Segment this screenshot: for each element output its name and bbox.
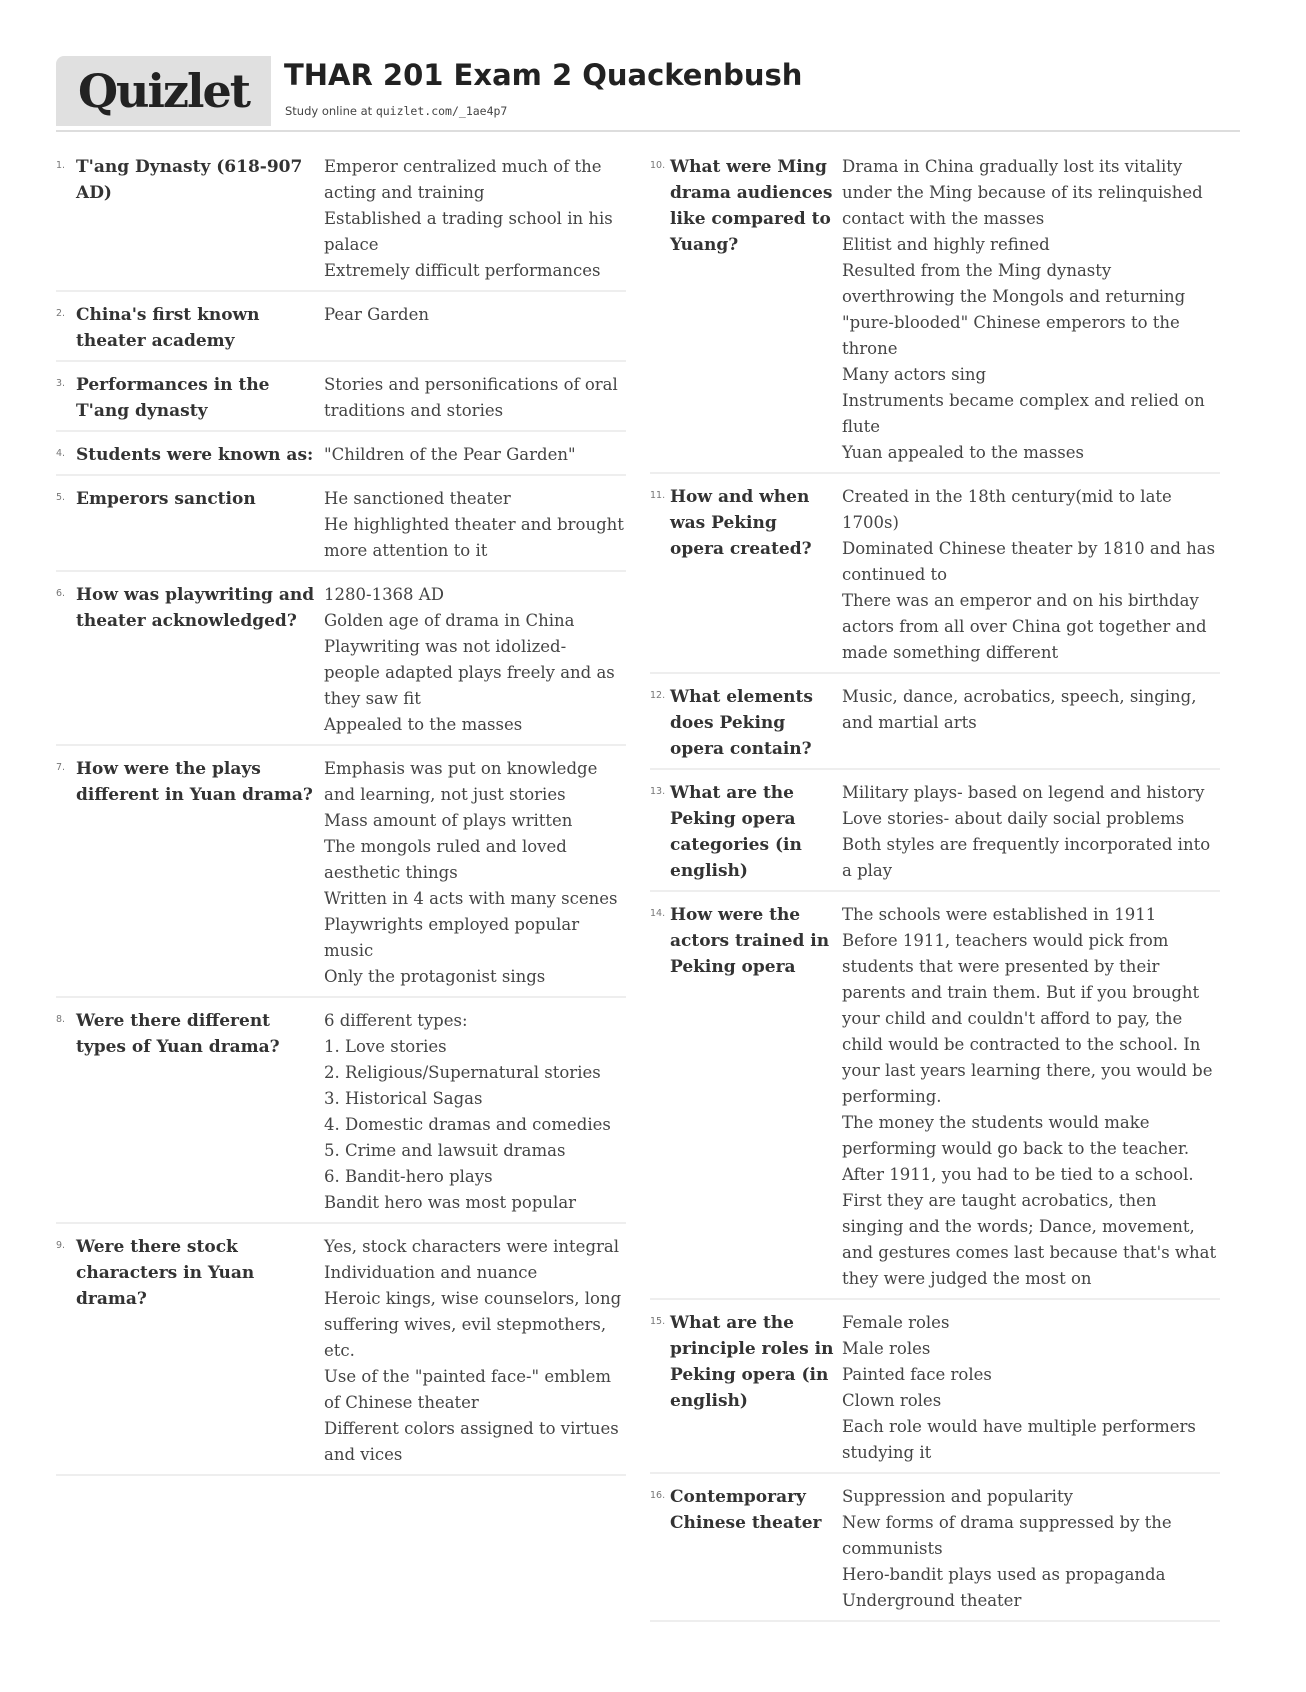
definition-line: Use of the "painted face-" emblem of Chinese theater (324, 1367, 617, 1412)
definition-line: Each role would have multiple performers studying it (842, 1417, 1202, 1462)
definition-line: Bandit hero was most popular (324, 1193, 577, 1212)
card-term: How were the actors trained in Peking opera (670, 905, 830, 977)
flashcard-row (650, 481, 1220, 674)
card-definition (842, 1484, 1220, 1614)
page-title: THAR 201 Exam 2 Quackenbush (284, 58, 803, 92)
card-number: 7. (56, 762, 66, 773)
card-term: China's first known theater academy (76, 305, 260, 351)
definition-line: The schools were established in 1911 (842, 905, 1157, 924)
card-term: Were there stock characters in Yuan drama? (76, 1237, 255, 1309)
logo-text: Quizlet (77, 64, 250, 118)
definition-line: Only the protagonist sings (324, 967, 546, 986)
definition-line: Heroic kings, wise counselors, long suffering wives, evil stepmothers, etc. (324, 1289, 627, 1360)
card-definition (324, 154, 626, 284)
definition-line: Music, dance, acrobatics, speech, singing, and martial arts (842, 687, 1202, 732)
definition-line: Female roles (842, 1313, 950, 1332)
card-number: 8. (56, 1014, 66, 1025)
card-number: 14. (650, 908, 666, 919)
card-definition (842, 780, 1220, 884)
definition-line: Elitist and highly refined (842, 235, 1050, 254)
card-term: Emperors sanction (76, 489, 256, 509)
definition-line: Military plays- based on legend and history (842, 783, 1205, 802)
card-number: 1. (56, 160, 66, 171)
flashcard-row (56, 369, 626, 432)
definition-line: Yes, stock characters were integral (324, 1237, 620, 1256)
definition-line: 6 different types: (324, 1011, 468, 1030)
definition-line: Clown roles (842, 1391, 942, 1410)
card-number: 12. (650, 690, 666, 701)
definition-line: 3. Historical Sagas (324, 1089, 483, 1108)
definition-line: Created in the 18th century(mid to late 1700s) (842, 487, 1178, 532)
definition-line: Hero-bandit plays used as propaganda (842, 1565, 1166, 1584)
quizlet-logo (56, 56, 271, 126)
document-header (56, 56, 1236, 128)
definition-line: Established a trading school in his palace (324, 209, 618, 254)
definition-line: Pear Garden (324, 305, 429, 324)
definition-line: Appealed to the masses (324, 715, 523, 734)
card-definition (842, 902, 1220, 1292)
card-definition (842, 1310, 1220, 1466)
definition-line: 6. Bandit-hero plays (324, 1167, 493, 1186)
definition-line: Yuan appealed to the masses (842, 443, 1084, 462)
card-number: 3. (56, 378, 66, 389)
card-number: 16. (650, 1490, 666, 1501)
card-number: 5. (56, 492, 66, 503)
card-term: T'ang Dynasty (618-907 AD) (76, 157, 303, 203)
card-number: 2. (56, 308, 66, 319)
definition-line: Playwrights employed popular music (324, 915, 585, 960)
flashcard-row (650, 777, 1220, 892)
definition-line: Individuation and nuance (324, 1263, 538, 1282)
card-definition (842, 154, 1220, 466)
definition-line: Drama in China gradually lost its vitality under the Ming because of its relinquished contact with the masses (842, 157, 1208, 228)
card-term: How was playwriting and theater acknowledged? (76, 585, 315, 631)
card-definition (324, 1234, 626, 1468)
study-online-line (285, 104, 507, 118)
card-term: How were the plays different in Yuan drama? (76, 759, 313, 805)
card-number: 9. (56, 1240, 66, 1251)
definition-line: "Children of the Pear Garden" (324, 445, 576, 464)
flashcard-row (56, 579, 626, 746)
definition-line: Painted face roles (842, 1365, 992, 1384)
definition-line: Extremely difficult performances (324, 261, 601, 280)
definition-line: Suppression and popularity (842, 1487, 1073, 1506)
definition-line: Stories and personifications of oral traditions and stories (324, 375, 624, 420)
card-term: Contemporary Chinese theater (670, 1487, 822, 1533)
definition-line: Underground theater (842, 1591, 1022, 1610)
card-definition (324, 1008, 626, 1216)
definition-line: Dominated Chinese theater by 1810 and has continued to (842, 539, 1221, 584)
definition-line: 1. Love stories (324, 1037, 447, 1056)
card-term: Performances in the T'ang dynasty (76, 375, 270, 421)
definition-line: 4. Domestic dramas and comedies (324, 1115, 611, 1134)
card-definition (324, 442, 626, 468)
card-term: What were Ming drama audiences like compared to Yuang? (670, 157, 833, 255)
card-definition (324, 302, 626, 354)
card-definition (324, 756, 626, 990)
definition-line: He highlighted theater and brought more attention to it (324, 515, 630, 560)
flashcard-row (650, 1307, 1220, 1474)
card-term: What are the principle roles in Peking opera (in english) (670, 1313, 834, 1411)
definition-line: Both styles are frequently incorporated into a play (842, 835, 1216, 880)
card-number: 13. (650, 786, 666, 797)
definition-line: 5. Crime and lawsuit dramas (324, 1141, 566, 1160)
study-prefix: Study online at (285, 104, 376, 118)
definition-line: Before 1911, teachers would pick from students that were presented by their parents and train them. But if you brought your child and couldn't afford to pay, the child would be contracted to the school. In your last years learning there, you would be performing. (842, 931, 1218, 1106)
definition-line: There was an emperor and on his birthday actors from all over China got together and made something different (842, 591, 1212, 662)
definition-line: Male roles (842, 1339, 931, 1358)
card-term: How and when was Peking opera created? (670, 487, 812, 559)
card-definition (324, 486, 630, 564)
definition-line: 2. Religious/Supernatural stories (324, 1063, 601, 1082)
card-definition (842, 484, 1220, 666)
card-definition (842, 684, 1220, 762)
card-number: 6. (56, 588, 66, 599)
flashcard-row (56, 439, 626, 476)
card-number: 11. (650, 490, 666, 501)
card-number: 4. (56, 448, 66, 459)
definition-line: The mongols ruled and loved aesthetic things (324, 837, 573, 882)
definition-line: 1280-1368 AD (324, 585, 444, 604)
flashcard-row (650, 681, 1220, 770)
card-term: What elements does Peking opera contain? (670, 687, 813, 759)
definition-line: Love stories- about daily social problems (842, 809, 1185, 828)
definition-line: Many actors sing (842, 365, 987, 384)
definition-line: The money the students would make performing would go back to the teacher. (842, 1113, 1190, 1158)
definition-line: Emphasis was put on knowledge and learning, not just stories (324, 759, 603, 804)
right-column (650, 151, 1220, 1629)
definition-line: Emperor centralized much of the acting and training (324, 157, 607, 202)
definition-line: He sanctioned theater (324, 489, 511, 508)
flashcard-row (56, 151, 626, 292)
card-term: Were there different types of Yuan drama? (76, 1011, 280, 1057)
flashcard-row (650, 1481, 1220, 1622)
definition-line: Playwriting was not idolized- people adapted plays freely and as they saw fit (324, 637, 621, 708)
left-column (56, 151, 630, 1483)
definition-line: New forms of drama suppressed by the communists (842, 1513, 1177, 1558)
definition-line: Mass amount of plays written (324, 811, 573, 830)
header-divider (56, 130, 1240, 132)
definition-line: Instruments became complex and relied on flute (842, 391, 1211, 436)
flashcard-row (56, 1231, 626, 1476)
flashcard-row (56, 753, 626, 998)
definition-line: First they are taught acrobatics, then singing and the words; Dance, movement, and gestures comes last because that's what they were judged the most on (842, 1191, 1222, 1288)
card-definition (324, 372, 626, 424)
definition-line: Written in 4 acts with many scenes (324, 889, 618, 908)
flashcard-row (56, 1005, 626, 1224)
card-term: Students were known as: (76, 445, 314, 465)
definition-line: After 1911, you had to be tied to a school. (842, 1165, 1194, 1184)
flashcard-row (650, 151, 1220, 474)
card-number: 10. (650, 160, 666, 171)
flashcard-row (650, 899, 1220, 1300)
flashcard-row (56, 483, 630, 572)
definition-line: Golden age of drama in China (324, 611, 575, 630)
definition-line: Resulted from the Ming dynasty overthrowing the Mongols and returning "pure-blooded" Chinese emperors to the throne (842, 261, 1191, 358)
definition-line: Different colors assigned to virtues and vices (324, 1419, 624, 1464)
study-url-link[interactable]: quizlet.com/_1ae4p7 (375, 104, 508, 118)
card-number: 15. (650, 1316, 666, 1327)
flashcard-row (56, 299, 626, 362)
card-definition (324, 582, 626, 738)
card-term: What are the Peking opera categories (in english) (670, 783, 802, 881)
